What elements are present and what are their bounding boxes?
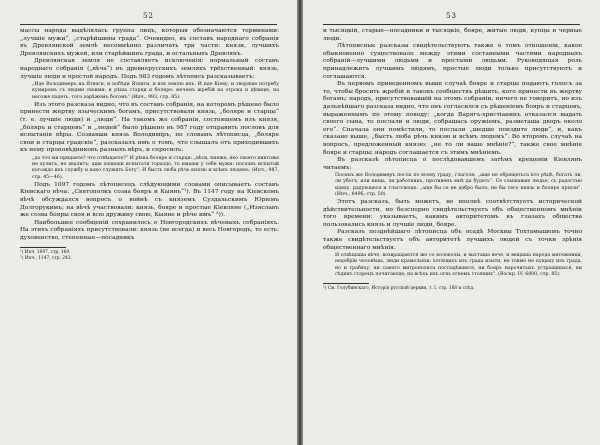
- block-quote: „Иде Володимеръ на Ятвяги, и побѣди Ятвяги, и взя землю ихъ. И иде Кіеву, и творяше потребу кумиромъ съ людми своими; и рѣша старци и боляре: мечемъ жребій на отрока и дѣвицю, на негоже падеть, того зарѣжемъ богомъ“ (Ипч., 983, стр. 85).: [32, 82, 279, 100]
- paragraph: Лѣтописные разсказы свидѣтельствуютъ также о томъ отношеніи, какое обыкновенно существовало между этими составными частями народныхъ собраній—лучшими людьми и простыми людьми. Руководящая роль принадлежитъ лучшимъ людямъ, простые люди только присутствуютъ и соглашаются.: [323, 43, 582, 80]
- footnote: ¹) Ипч. 1097, стр. 169.: [20, 250, 71, 256]
- block-quote: Посемъ же Володимеръ посла по всему граду, глаголя: „аще не обрящетьса кто рѣцѣ, богатъ ли, ли убогъ, или нищь, ли работникъ, противенъ мнѣ да будеть“. Се слышавше людье, съ радостью идяху, радующеся и глаголюще: „аще бы се не добро было, не бы сего князь и боляре пріяли“. (Ипч., 6496, стр. 50).: [335, 173, 582, 197]
- page-body: [20, 28, 279, 262]
- footnote: ²) Ипч., 1147, стр. 243.: [20, 256, 72, 262]
- paragraph: Наибольшее сообщеній сохранилось о Новгородскихъ вѣчевыхъ собраніяхъ. На этихъ собраніяхъ присутствовали: князь (не всегда) и весь Новгородъ, то есть: духовенство, степенные—посадникъ: [20, 219, 279, 241]
- paragraph: Разсказъ позднѣйшаго лѣтописца объ осадѣ Москвы Тохтамышемъ точно также свидѣтельствуетъ объ авторитетѣ лучшихъ людей съ точки зрѣнія общественнаго мнѣнія.: [323, 229, 582, 251]
- page-number: 52: [143, 12, 154, 20]
- paragraph: Изъ этого разсказа видно, что въ составъ собранія, на которомъ рѣшено было принести жертву языческимъ богамъ, присутствовали князь, „боляре и старцы“ (т. е. лучшіе люди) и „люди“. На такомъ же собраніи, состоящемъ изъ князя, „боляръ и старцевъ“ и „людей“ было рѣшено въ 987 году отправить пословъ для испытанія вѣры. Созвавши князь Володиміръ, по словамъ лѣтописца, „боляре свои и старцы градскіе“, разсказалъ имъ о томъ, что слышалъ отъ приходившихъ къ нему проповѣдниковъ разныхъ вѣръ, и спросилъ:: [20, 101, 279, 154]
- header-rule: [323, 24, 580, 25]
- footnote: ¹) См. Голубинскаго, Исторія русской церкви, т. I, стр. 168 и слѣд.: [323, 286, 475, 292]
- header-rule: [20, 24, 277, 25]
- paragraph: Подъ 1097 годомъ лѣтописецъ слѣдующими словами описываетъ составъ Кіевскаго вѣча: „Святополкъ созва бояръ и Кыянъ“¹). Въ 1147 году на Кіевскомъ вѣчѣ обсуждался вопросъ о войнѣ съ княземъ Суздальскимъ Юріемъ Долгорукимъ; на вѣчѣ участвовали: князь, бояре и простые Кіевляне („Изяславъ же созва бояры своя и всю дружину свою, Кыяне и рѣче имъ“ ²)).: [20, 181, 279, 219]
- footnote-rule: [323, 283, 369, 284]
- paragraph: Въ первомъ приведенномъ выше случаѣ бояре и старцы подаютъ голосъ за то, чтобы бросить жребій и таковъ сообществъ рѣшить, кого принести въ жертву богамъ; народъ, присутствовавшій на этомъ собраніи, ничего не говоритъ, но изъ дальнѣйшаго разсказа видно, что онъ согласился съ рѣшеніемъ бояръ и старцевъ, выраженнымъ по этому поводу: „когда Варягъ-христіанинъ отказался выдать своего сына, то послали и люди, собрашась оружіемъ, разметаша дворъ около его“. Сначала они помѣстили, то послали „шедше поиздите люди“, и, какъ сказано выше, „бысть люба рѣчь князю и всѣмъ людемъ“. Во второмъ случаѣ на вопросъ, предложенный князю: „не то ли ваше мнѣніе?“, также свое мнѣніе бояре и старцы; народъ соглашается съ этимъ мнѣніемъ.: [323, 81, 582, 156]
- paragraph: массы народа выдѣлялась группа лицъ, которыя обозначаются терминами: „лучшіе мужи“, „старѣйшины града“. Очевидно, въ составъ народнаго собранія въ Древлянской землѣ несомнѣнно различать три части: князи, лучшихъ Древлянскихъ мужей, или старѣйшинъ града, и остальныхъ Древлянъ.: [20, 28, 279, 57]
- page-body: [323, 28, 582, 292]
- left-page: [0, 0, 297, 445]
- paragraph: Древлянская земля не составляетъ исключенія: нормальный составъ народнаго собранія („вѣча“) въ древнерусскихъ земляхъ трёхственный: князь, лучшіе люди и простой народъ. Подъ 983 годомъ лѣтопись разсказываетъ:: [20, 58, 279, 80]
- footnote-rule: [20, 247, 66, 248]
- block-quote: „да что ми придаете? что отвѣщаете?“ И рѣша боляре и старци: „вѣси, княже, яко своего никтоже не хулитъ, но хвалитъ; аще хощеши испытати гораздо, то имаши у себе мужи: пославъ испытай когождо ихъ службу и како служить Богу“. И бысть люба рѣчь князю и всѣмъ людемъ. (Ипч., 987, стр. 45—46).: [32, 155, 279, 180]
- right-page: [303, 0, 600, 445]
- page-number: 53: [446, 12, 457, 20]
- paragraph: Этотъ разсказъ, быть можетъ, не вполнѣ соотвѣтствуетъ исторической дѣйствительности, но безспорно свидѣтельствуетъ объ общественномъ мнѣніи того времени: указываетъ, какимъ авторитетомъ въ глазахъ общества пользовались князь и лучшіе люди, бояре.: [323, 199, 582, 228]
- block-quote: И отвѣщаша вѣче, возвращаются же со колоколы, и высташа вече, и вещаша народа мятежники, недобріи человѣцы, люди крамольніи: хотящихъ изъ града изыти, не токмо не пущаху изъ града, но и грабяху, ни самого митрополита постыдѣвшеся, ни бояръ нарочитыхъ устрашишася, ни сѣдинъ старецъ почитающе, на всѣхъ ихъ огнь огнемъ стоящих“. (Воскр. IV, 6890, стр. 85).: [335, 253, 582, 277]
- paragraph: и тысяцкій, старые—посадники и тысяцкіе, бояре, житые люди, купцы и черные люди.: [323, 28, 582, 42]
- paragraph: Въ разсказѣ лѣтописца о послѣдовавшемъ затѣмъ крещеніи Кіевлянъ читаемъ:: [323, 157, 582, 171]
